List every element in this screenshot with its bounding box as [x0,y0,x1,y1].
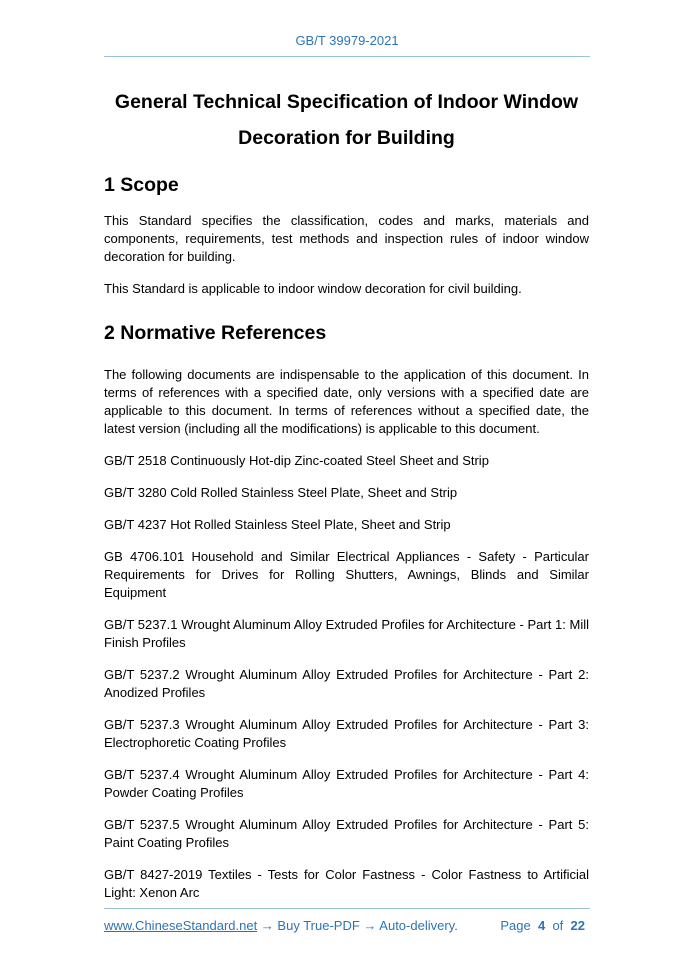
section-normative-references [104,320,589,902]
document-title [104,84,589,156]
reference-item: GB/T 2518 Continuously Hot-dip Zinc-coated Steel Sheet and Strip [104,453,489,468]
current-page: 4 [537,918,546,933]
title-line-1: General Technical Specification of Indoor Window [114,91,579,113]
document-body [104,84,589,916]
reference-item: GB/T 5237.4 Wrought Aluminum Alloy Extruded Profiles for Architecture - Part 4: Powder Coating Profiles [104,767,589,800]
footer-tagline: → Buy True-PDF → Auto-delivery. [257,918,458,933]
reference-item: GB/T 5237.5 Wrought Aluminum Alloy Extruded Profiles for Architecture - Part 5: Paint Coating Profiles [104,817,589,850]
reference-item: GB/T 5237.3 Wrought Aluminum Alloy Extruded Profiles for Architecture - Part 3: Electrophoretic Coating Profiles [104,717,589,750]
section-heading: 1 Scope [104,174,179,196]
paragraph: The following documents are indispensable to the application of this document. In terms of references with a specified date, only versions with a specified date are applicable to this document. In terms of references without a specified date, the latest version (including all the modifications) is applicable to this document. [104,367,589,436]
header-divider [104,56,590,57]
section-heading: 2 Normative References [104,322,327,344]
footer-divider [104,908,590,909]
website-link[interactable]: www.ChineseStandard.net [104,918,258,933]
header-standard-code: GB/T 39979-2021 [295,33,399,48]
reference-item: GB/T 8427-2019 Textiles - Tests for Color Fastness - Color Fastness to Artificial Light: Xenon Arc [104,867,589,900]
reference-item: GB/T 5237.2 Wrought Aluminum Alloy Extruded Profiles for Architecture - Part 2: Anodized Profiles [104,667,589,700]
reference-item: GB/T 5237.1 Wrought Aluminum Alloy Extruded Profiles for Architecture - Part 1: Mill Finish Profiles [104,617,589,650]
reference-item: GB/T 4237 Hot Rolled Stainless Steel Plate, Sheet and Strip [104,517,451,532]
title-line-2: Decoration for Building [238,127,455,149]
footer [104,918,590,933]
paragraph: This Standard is applicable to indoor window decoration for civil building. [104,281,522,296]
section-scope [104,172,589,298]
reference-item: GB/T 3280 Cold Rolled Stainless Steel Plate, Sheet and Strip [104,485,458,500]
page-indicator: Page 4 of 22 [500,918,585,933]
paragraph: This Standard specifies the classification, codes and marks, materials and components, requirements, test methods and inspection rules of indoor window decoration for building. [104,213,589,264]
reference-item: GB 4706.101 Household and Similar Electrical Appliances - Safety - Particular Requirements for Drives for Rolling Shutters, Awnings, Blinds and Similar Equipment [104,549,589,600]
total-pages: 22 [570,918,585,933]
